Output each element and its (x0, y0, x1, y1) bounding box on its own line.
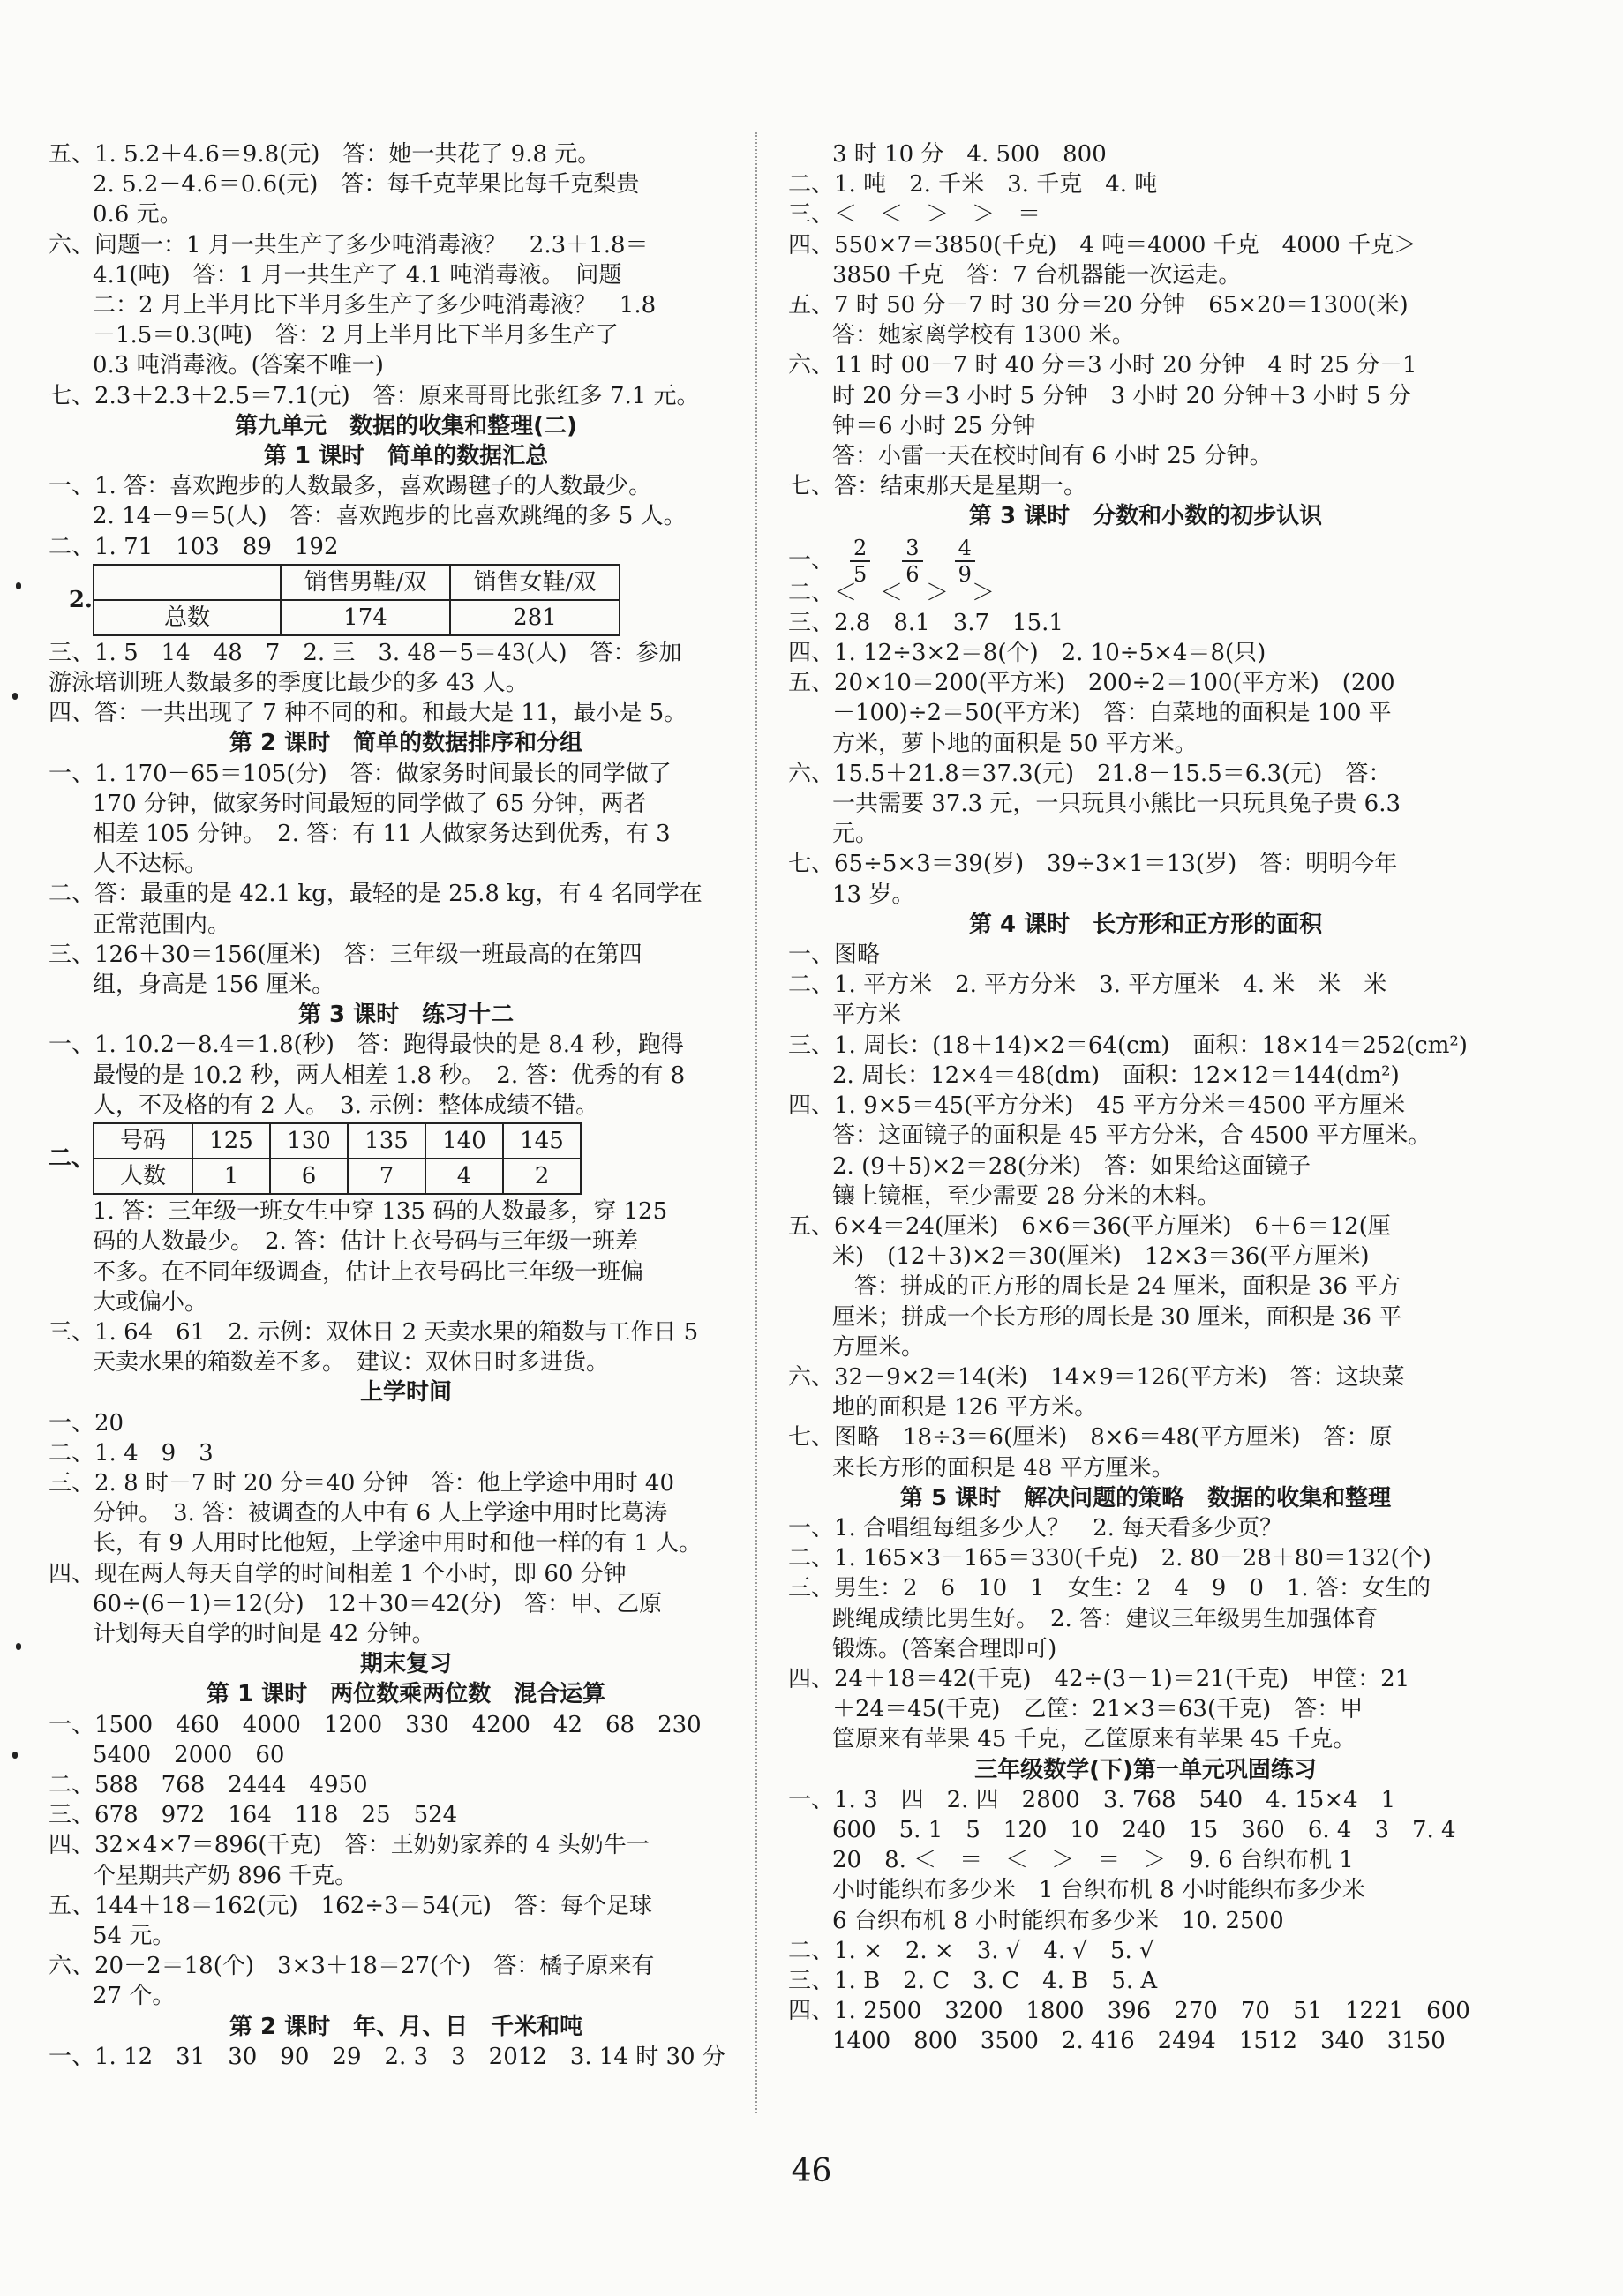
answer-line: 计划每天自学的时间是 42 分钟。 (93, 1620, 435, 1647)
answer-line: 三、1. 周长：(18＋14)×2＝64(cm) 面积：18×14＝252(cm²) (788, 1032, 1468, 1059)
answer-line: 三、1. 64 61 2. 示例：双休日 2 天卖水果的箱数与工作日 5 (49, 1318, 699, 1346)
table-cell: 135 (348, 1123, 425, 1159)
answer-line: 二：2 月上半月比下半月多生产了多少吨消毒液？ 1.8 (93, 292, 657, 319)
answer-line: 四、1. 2500 3200 1800 396 270 70 51 1221 600 (788, 1998, 1470, 2025)
fraction-label: 一、 (788, 546, 835, 574)
answer-line: 二、答：最重的是 42.1 kg，最轻的是 25.8 kg，有 4 名同学在 (49, 881, 703, 908)
answer-line: 天卖水果的箱数差不多。 建议：双休日时多进货。 (93, 1349, 610, 1377)
section-heading: 第 3 课时 练习十二 (297, 1002, 515, 1029)
answer-line: 3 时 10 分 4. 500 800 (832, 141, 1107, 168)
margin-mark (16, 1643, 21, 1650)
answer-line: －1.5＝0.3(吨) 答：2 月上半月比下半月多生产了 (93, 322, 619, 349)
table-cell: 销售男鞋/双 (281, 565, 450, 600)
answer-line: 组，身高是 156 厘米。 (93, 972, 335, 999)
answer-line: 米) (12＋3)×2＝30(厘米) 12×3＝36(平方厘米) (832, 1243, 1370, 1271)
table-cell: 4 (425, 1159, 503, 1194)
right-column (788, 139, 1503, 2057)
answer-line: 四、现在两人每天自学的时间相差 1 个小时，即 60 分钟 (49, 1560, 627, 1587)
answer-line: 20 8. ＜ ＝ ＜ ＞ ＝ ＞ 9. 6 台织布机 1 (832, 1847, 1354, 1874)
answer-table-line (49, 1121, 763, 1197)
table-label: 二、 (49, 1144, 95, 1172)
section-heading: 第 2 课时 年、月、日 千米和吨 (229, 2013, 583, 2040)
section-heading: 三年级数学(下)第一单元巩固练习 (974, 1756, 1317, 1783)
answer-line: 答：她家离学校有 1300 米。 (832, 322, 1135, 349)
answer-line: 二、588 768 2444 4950 (49, 1771, 368, 1798)
answer-line: 二、1. 71 103 89 192 (49, 533, 339, 560)
table-cell: 140 (425, 1123, 503, 1159)
answer-line: 方米，萝卜地的面积是 50 平方米。 (832, 730, 1198, 757)
answer-line: 四、1. 9×5＝45(平方分米) 45 平方分米＝4500 平方厘米 (788, 1092, 1406, 1120)
margin-mark (12, 1752, 18, 1759)
answer-line: 三、＜ ＜ ＞ ＞ ＝ (788, 201, 1041, 229)
section-heading: 第 4 课时 长方形和正方形的面积 (968, 911, 1323, 938)
column-divider (755, 132, 757, 2113)
answer-line: 正常范围内。 (93, 911, 231, 938)
answer-line: 一、1. 3 四 2. 四 2800 3. 768 540 4. 15×4 1 (788, 1786, 1396, 1813)
table-cell: 281 (450, 600, 620, 635)
table-cell: 1 (192, 1159, 270, 1194)
answer-line: 170 分钟，做家务时间最短的同学做了 65 分钟，两者 (93, 790, 647, 817)
answer-line: 五、6×4＝24(厘米) 6×6＝36(平方厘米) 6＋6＝12(厘 (788, 1212, 1391, 1240)
answer-line: 二、1. 吨 2. 千米 3. 千克 4. 吨 (788, 171, 1158, 199)
table-cell: 174 (281, 600, 450, 635)
answer-line: 13 岁。 (832, 881, 915, 908)
section-heading: 第九单元 数据的收集和整理(二) (235, 412, 577, 439)
answer-line: 一、1500 460 4000 1200 330 4200 42 68 230 (49, 1711, 702, 1738)
answer-line: 四、550×7＝3850(千克) 4 吨＝4000 千克 4000 千克＞ (788, 231, 1417, 259)
answer-line: 码的人数最少。 2. 答：估计上衣号码与三年级一班差 (93, 1228, 639, 1256)
answer-line: 方厘米。 (832, 1333, 925, 1361)
answer-line: 答：这面镜子的面积是 45 平方分米，合 4500 平方厘米。 (832, 1122, 1431, 1150)
answer-line: 答：小雷一天在校时间有 6 小时 25 分钟。 (832, 443, 1273, 470)
fraction-denominator: 9 (958, 561, 972, 587)
answer-line: 二、＜ ＜ ＞ ＞ (788, 579, 996, 606)
answer-line: 四、24＋18＝42(千克) 42÷(3－1)＝21(千克) 甲筐：21 (788, 1665, 1410, 1692)
data-table (93, 1122, 582, 1195)
answer-line: 四、1. 12÷3×2＝8(个) 2. 10÷5×4＝8(只) (788, 640, 1266, 667)
answer-line: 不多。在不同年级调查，估计上衣号码比三年级一班偏 (93, 1258, 644, 1286)
fraction-numerator: 4 (955, 536, 975, 562)
answer-line: 六、32－9×2＝14(米) 14×9＝126(平方米) 答：这块菜 (788, 1363, 1405, 1391)
fraction-denominator: 5 (853, 561, 868, 587)
answer-line: 七、65÷5×3＝39(岁) 39÷3×1＝13(岁) 答：明明今年 (788, 851, 1398, 878)
answer-line: 厘米；拼成一个长方形的周长是 30 厘米，面积是 36 平 (832, 1303, 1402, 1331)
table-cell: 号码 (94, 1123, 192, 1159)
answer-line: 五、1. 5.2＋4.6＝9.8(元) 答：她一共花了 9.8 元。 (49, 141, 601, 168)
table-cell: 130 (270, 1123, 348, 1159)
answer-line: 跳绳成绩比男生好。 2. 答：建议三年级男生加强体育 (832, 1605, 1379, 1632)
answer-line: 2. 周长：12×4＝48(dm) 面积：12×12＝144(dm²) (832, 1062, 1400, 1089)
answer-line: 三、2. 8 时－7 时 20 分＝40 分钟 答：他上学途中用时 40 (49, 1469, 674, 1497)
fraction-numerator: 3 (902, 536, 922, 562)
answer-line: 长，有 9 人用时比他短，上学途中用时和他一样的有 1 人。 (93, 1530, 703, 1557)
fraction-numerator: 2 (850, 536, 870, 562)
table-cell: 6 (270, 1159, 348, 1194)
fraction-line (788, 532, 1503, 587)
section-heading: 第 3 课时 分数和小数的初步认识 (968, 503, 1323, 530)
answer-line: 七、答：结束那天是星期一。 (788, 473, 1087, 500)
answer-line: 0.3 吨消毒液。(答案不唯一) (93, 352, 384, 379)
table-cell: 125 (192, 1123, 270, 1159)
table-cell: 145 (503, 1123, 581, 1159)
answer-line: 4.1(吨) 答：1 月一共生产了 4.1 吨消毒液。 问题 (93, 261, 622, 289)
answer-line: 一、1. 合唱组每组多少人？ 2. 每天看多少页？ (788, 1514, 1283, 1542)
table-row (94, 1123, 581, 1159)
answer-line: 时 20 分＝3 小时 5 分钟 3 小时 20 分钟＋3 小时 5 分 (832, 382, 1411, 409)
answer-line: 五、20×10＝200(平方米) 200÷2＝100(平方米) (200 (788, 670, 1395, 697)
page-number: 46 (791, 2153, 832, 2189)
answer-line: 1400 800 3500 2. 416 2494 1512 340 3150 (832, 2028, 1446, 2055)
answer-line: 小时能织布多少米 1 台织布机 8 小时能织布多少米 (832, 1877, 1365, 1904)
answer-line: 最慢的是 10.2 秒，两人相差 1.8 秒。 2. 答：优秀的有 8 (93, 1062, 686, 1089)
answer-line: 27 个。 (93, 1983, 176, 2010)
fraction-denominator: 6 (905, 561, 920, 587)
answer-line: 六、15.5＋21.8＝37.3(元) 21.8－15.5＝6.3(元) 答： (788, 760, 1392, 787)
table-cell: 2 (503, 1159, 581, 1194)
answer-line: 2. (9＋5)×2＝28(分米) 答：如果给这面镜子 (832, 1152, 1311, 1180)
answer-line: 七、图略 18÷3＝6(厘米) 8×6＝48(平方厘米) 答：原 (788, 1424, 1393, 1452)
answer-line: 三、2.8 8.1 3.7 15.1 (788, 609, 1063, 636)
answer-line: 七、2.3＋2.3＋2.5＝7.1(元) 答：原来哥哥比张红多 7.1 元。 (49, 382, 700, 409)
answer-line: 钟＝6 小时 25 分钟 (832, 412, 1036, 439)
answer-line: 四、答：一共出现了 7 种不同的和。和最大是 11，最小是 5。 (49, 700, 688, 727)
answer-line: －100)÷2＝50(平方米) 答：白菜地的面积是 100 平 (832, 700, 1392, 727)
answer-line: 五、144＋18＝162(元) 162÷3＝54(元) 答：每个足球 (49, 1892, 652, 1919)
answer-line: 元。 (832, 821, 879, 848)
answer-line: 一、20 (49, 1409, 124, 1437)
answer-line: 6 台织布机 8 小时能织布多少米 10. 2500 (832, 1907, 1284, 1934)
answer-line: 二、1. 4 9 3 (49, 1439, 214, 1467)
answer-line: 来长方形的面积是 48 平方厘米。 (832, 1454, 1175, 1482)
answer-line: 三、男生：2 6 10 1 女生：2 4 9 0 1. 答：女生的 (788, 1575, 1431, 1602)
table-row (94, 600, 620, 635)
section-heading: 上学时间 (359, 1379, 452, 1407)
answer-line: 1. 答：三年级一班女生中穿 135 码的人数最多，穿 125 (93, 1198, 668, 1226)
table-row (94, 565, 620, 600)
answer-line: 五、7 时 50 分－7 时 30 分＝20 分钟 65×20＝1300(米) (788, 292, 1409, 319)
answer-line: 答：拼成的正方形的周长是 24 厘米，面积是 36 平方 (854, 1273, 1401, 1301)
answer-line: 六、问题一：1 月一共生产了多少吨消毒液？ 2.3＋1.8＝ (49, 231, 649, 259)
section-heading: 期末复习 (359, 1651, 452, 1678)
answer-line: 三、678 972 164 118 25 524 (49, 1802, 458, 1829)
answer-line: 锻炼。(答案合理即可) (832, 1635, 1057, 1662)
left-column (49, 139, 763, 2072)
table-cell (94, 565, 281, 600)
answer-line: 人，不及格的有 2 人。 3. 示例：整体成绩不错。 (93, 1092, 599, 1119)
answer-line: 游泳培训班人数最多的季度比最少的多 43 人。 (49, 670, 529, 697)
answer-line: 六、11 时 00－7 时 40 分＝3 小时 20 分钟 4 时 25 分－1 (788, 352, 1417, 379)
table-label: 2. (68, 586, 93, 613)
section-heading: 第 1 课时 简单的数据汇总 (263, 443, 549, 470)
answer-line: 分钟。 3. 答：被调查的人中有 6 人上学途中用时比葛涛 (93, 1500, 668, 1527)
table-cell: 人数 (94, 1159, 192, 1194)
data-table (93, 564, 620, 636)
answer-line: 一、1. 10.2－8.4＝1.8(秒) 答：跑得最快的是 8.4 秒，跑得 (49, 1032, 684, 1059)
answer-line: 筐原来有苹果 45 千克，乙筐原来有苹果 45 千克。 (832, 1726, 1356, 1753)
section-heading: 第 2 课时 简单的数据排序和分组 (229, 730, 583, 757)
table-cell: 7 (348, 1159, 425, 1194)
answer-line: 平方米 (832, 1002, 902, 1029)
margin-mark (16, 582, 21, 589)
answer-line: 2. 5.2－4.6＝0.6(元) 答：每千克苹果比每千克梨贵 (93, 171, 640, 199)
answer-line: 一、1. 12 31 30 90 29 2. 3 3 2012 3. 14 时 30 分 (49, 2043, 725, 2070)
answer-line: 二、1. 165×3－165＝330(千克) 2. 80－28＋80＝132(个) (788, 1545, 1431, 1572)
answer-line: 地的面积是 126 平方米。 (832, 1394, 1098, 1422)
answer-line: 54 元。 (93, 1922, 176, 1949)
table-cell: 总数 (94, 600, 281, 635)
answer-line: 个星期共产奶 896 千克。 (93, 1862, 358, 1889)
answer-table-line (26, 562, 763, 638)
table-cell: 销售女鞋/双 (450, 565, 620, 600)
answer-line: 二、1. 平方米 2. 平方分米 3. 平方厘米 4. 米 米 米 (788, 972, 1387, 999)
answer-line: 镶上镜框，至少需要 28 分米的木料。 (832, 1182, 1221, 1210)
answer-line: 三、1. 5 14 48 7 2. 三 3. 48－5＝43(人) 答：参加 (49, 639, 682, 666)
answer-line: 5400 2000 60 (93, 1741, 285, 1768)
answer-line: ＋24＝45(千克) 乙筐：21×3＝63(千克) 答：甲 (832, 1696, 1364, 1723)
answer-line: 三、126＋30＝156(厘米) 答：三年级一班最高的在第四 (49, 941, 642, 968)
answer-line: 3850 千克 答：7 台机器能一次运走。 (832, 261, 1242, 289)
table-row (94, 1159, 581, 1194)
answer-line: 一、图略 (788, 942, 881, 969)
answer-line: 相差 105 分钟。 2. 答：有 11 人做家务达到优秀，有 3 (93, 821, 671, 848)
section-heading: 第 1 课时 两位数乘两位数 混合运算 (206, 1681, 606, 1708)
section-heading: 第 5 课时 解决问题的策略 数据的收集和整理 (899, 1484, 1392, 1512)
answer-line: 2. 14－9＝5(人) 答：喜欢跑步的比喜欢跳绳的多 5 人。 (93, 503, 687, 530)
answer-line: 60÷(6－1)＝12(分) 12＋30＝42(分) 答：甲、乙原 (93, 1590, 663, 1617)
answer-line: 六、20－2＝18(个) 3×3＋18＝27(个) 答：橘子原来有 (49, 1953, 655, 1980)
answer-line: 三、1. B 2. C 3. C 4. B 5. A (788, 1967, 1158, 1994)
answer-line: 二、1. × 2. × 3. √ 4. √ 5. √ (788, 1937, 1154, 1964)
answer-line: 一、1. 170－65＝105(分) 答：做家务时间最长的同学做了 (49, 760, 672, 787)
margin-mark (12, 693, 18, 700)
answer-line: 大或偏小。 (93, 1288, 208, 1316)
answer-line: 四、32×4×7＝896(千克) 答：王奶奶家养的 4 头奶牛一 (49, 1832, 650, 1859)
answer-line: 0.6 元。 (93, 201, 183, 229)
answer-line: 一共需要 37.3 元，一只玩具小熊比一只玩具兔子贵 6.3 (832, 791, 1401, 818)
answer-line: 人不达标。 (93, 851, 208, 878)
answer-line: 一、1. 答：喜欢跑步的人数最多，喜欢踢毽子的人数最少。 (49, 473, 652, 500)
answer-line: 600 5. 1 5 120 10 240 15 360 6. 4 3 7. 4 (832, 1816, 1456, 1843)
